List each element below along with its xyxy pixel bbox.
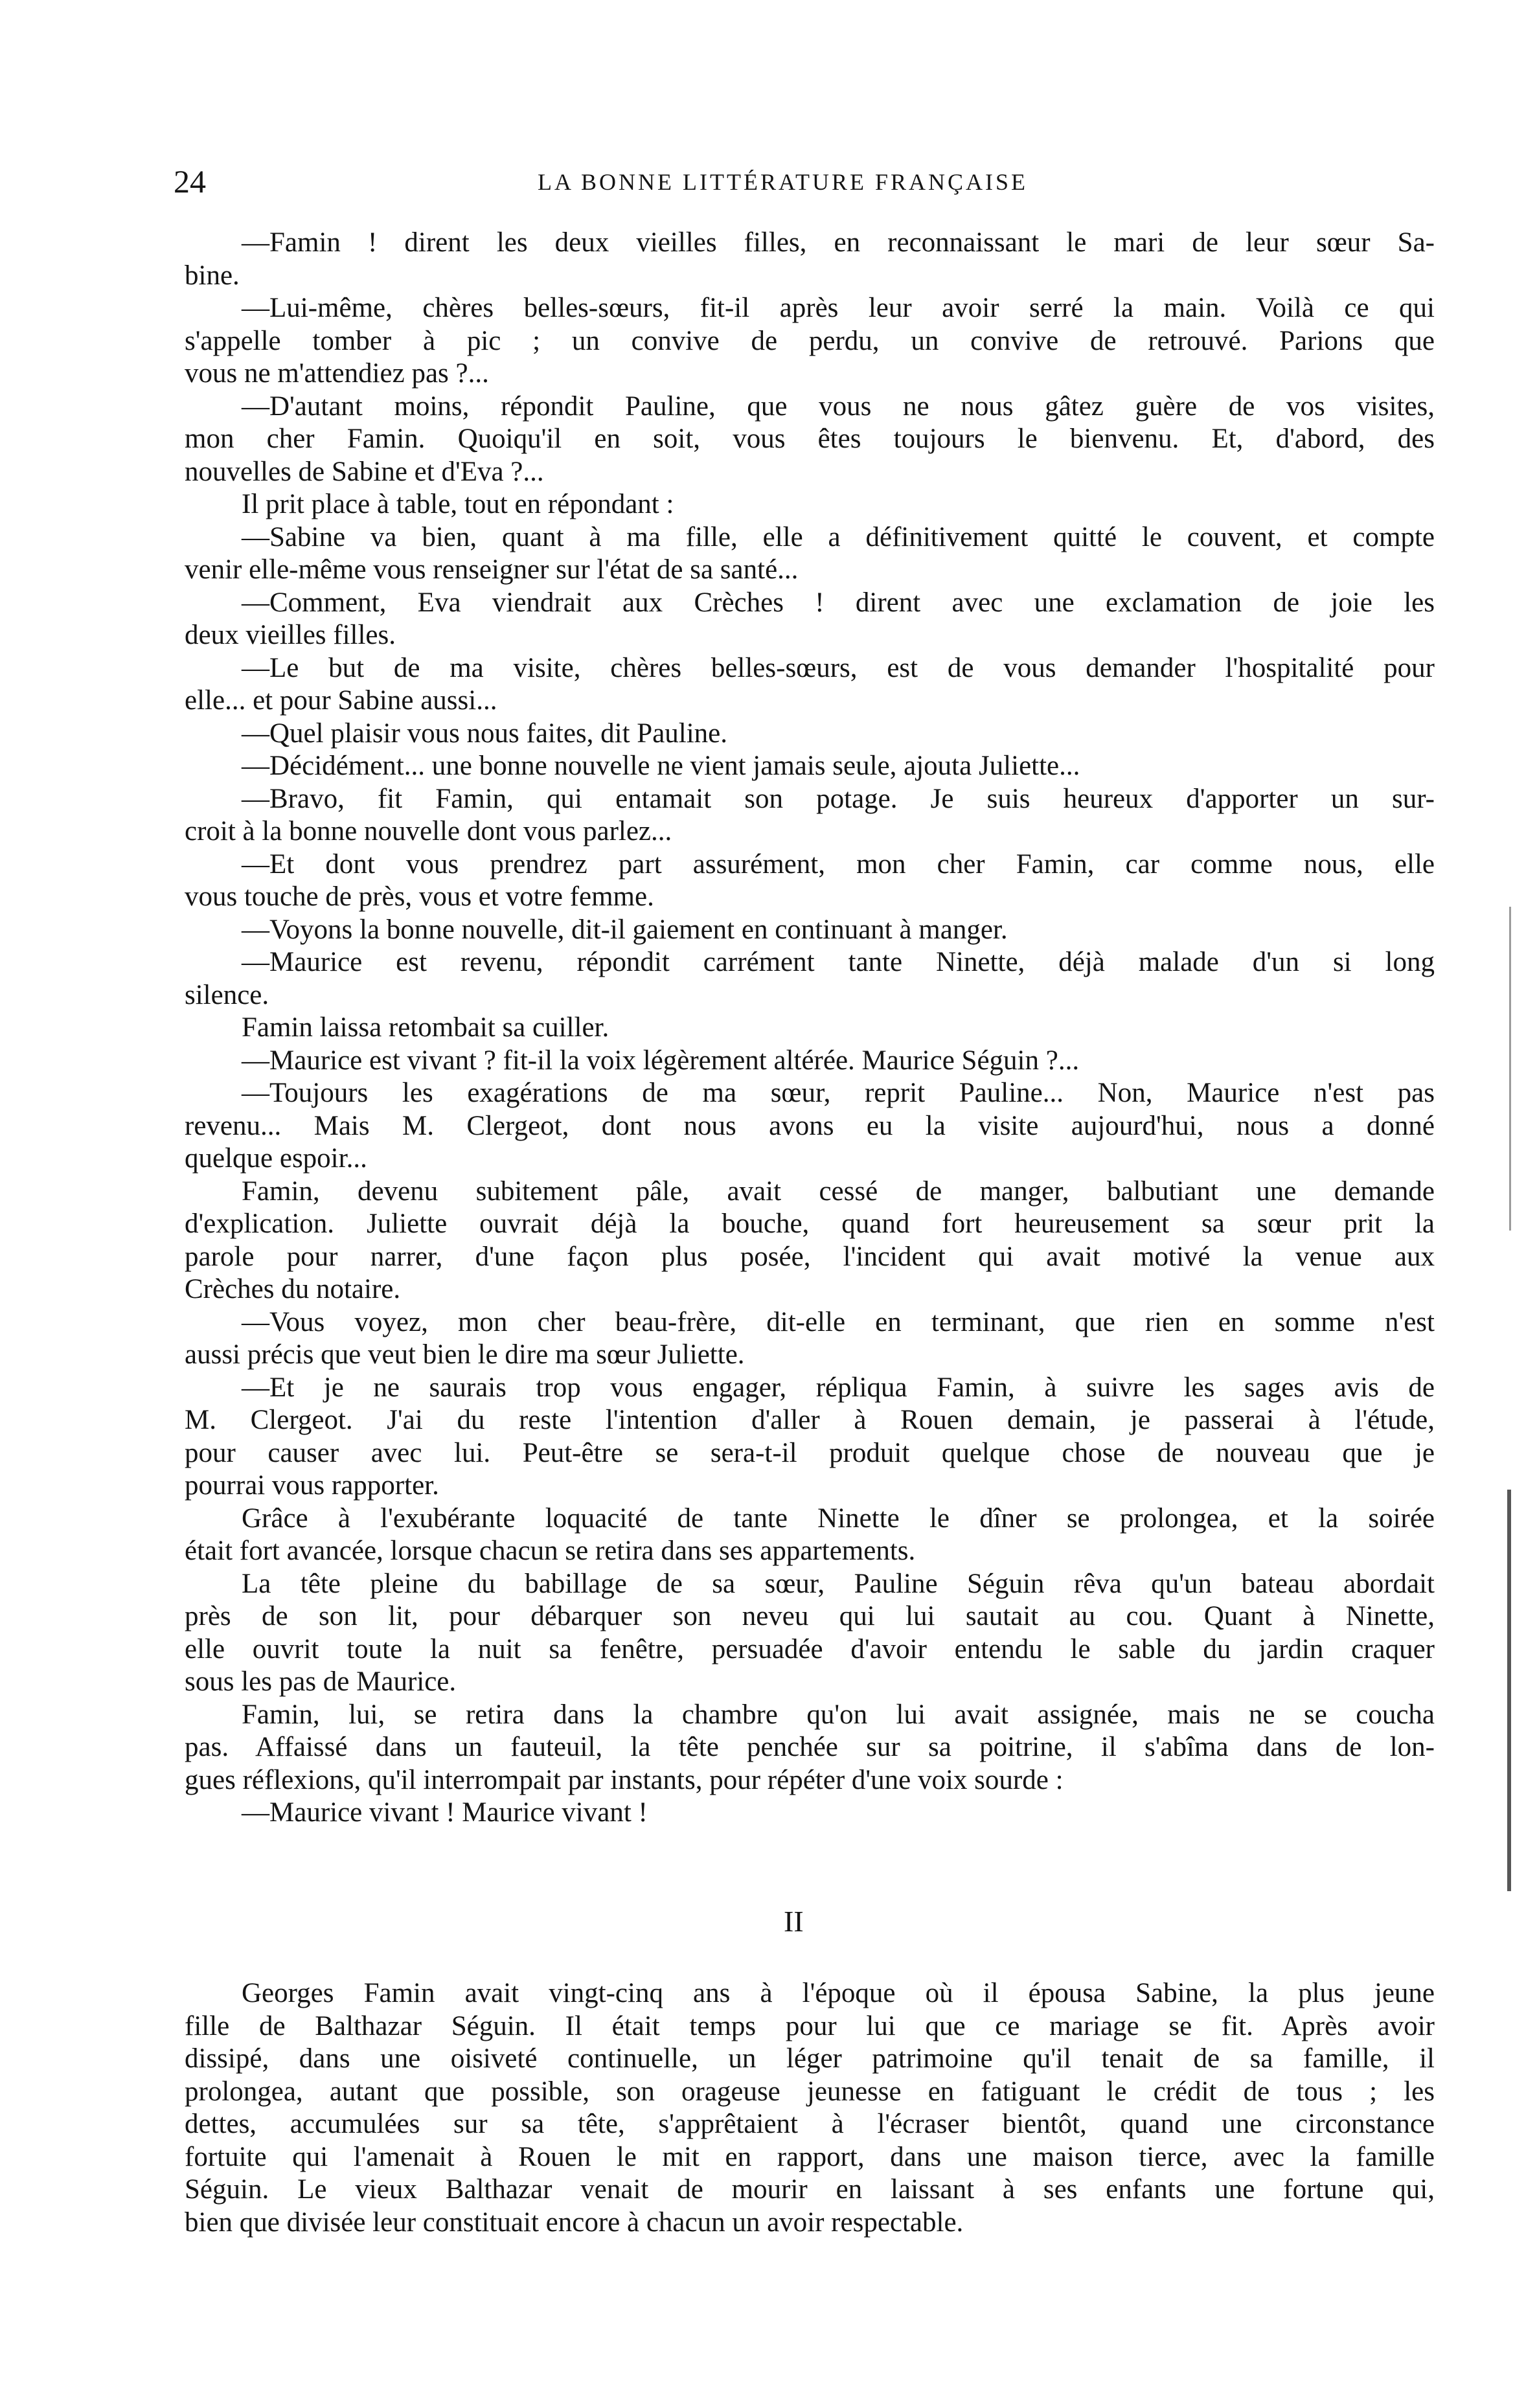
text-line: dissipé, dans une oisiveté continuelle, un léger patrimoine qu'il tenait de sa famille, il — [185, 2043, 1435, 2074]
running-head: LA BONNE LITTÉRATURE FRANÇAISE — [538, 169, 1028, 195]
text-line: Grâce à l'exubérante loquacité de tante Ninette le dîner se prolongea, et la soirée — [242, 1503, 1435, 1534]
text-line: fortuite qui l'amenait à Rouen le mit en rapport, dans une maison tierce, avec la famille — [185, 2141, 1435, 2172]
text-line: nouvelles de Sabine et d'Eva ?... — [185, 456, 544, 487]
page-number: 24 — [174, 163, 206, 199]
text-line: —Famin ! dirent les deux vieilles filles, en reconnaissant le mari de leur sœur Sa- — [242, 227, 1435, 258]
section-text — [185, 1977, 1435, 2239]
text-line: vous touche de près, vous et votre femme. — [185, 881, 654, 912]
text-line: silence. — [185, 979, 269, 1010]
text-line: —Le but de ma visite, chères belles-sœurs, est de vous demander l'hospitalité pour — [242, 652, 1435, 683]
text-line: —Bravo, fit Famin, qui entamait son potage. Je suis heureux d'apporter un sur- — [242, 783, 1435, 814]
text-line: —Maurice est revenu, répondit carrément tante Ninette, déjà malade d'un si long — [242, 947, 1435, 977]
text-line: —Vous voyez, mon cher beau-frère, dit-elle en terminant, que rien en somme n'est — [242, 1306, 1435, 1337]
text-line: mon cher Famin. Quoiqu'il en soit, vous êtes toujours le bienvenu. Et, d'abord, des — [185, 424, 1435, 454]
body-text — [185, 227, 1435, 1830]
text-line: sous les pas de Maurice. — [185, 1666, 457, 1697]
text-line: Famin laissa retombait sa cuiller. — [242, 1012, 609, 1043]
text-line: deux vieilles filles. — [185, 620, 396, 650]
text-line: vous ne m'attendiez pas ?... — [185, 358, 489, 389]
text-line: —Décidément... une bonne nouvelle ne vient jamais seule, ajouta Juliette... — [242, 751, 1080, 781]
text-line: pour causer avec lui. Peut-être se sera-t-il produit quelque chose de nouveau que je — [185, 1437, 1435, 1468]
text-line: Crèches du notaire. — [185, 1274, 401, 1304]
text-line: —Et je ne saurais trop vous engager, répliqua Famin, à suivre les sages avis de — [242, 1372, 1435, 1403]
text-line: bine. — [185, 260, 240, 291]
text-line: était fort avancée, lorsque chacun se retira dans ses appartements. — [185, 1536, 916, 1566]
text-line: —Sabine va bien, quant à ma fille, elle a définitivement quitté le couvent, et compte — [242, 521, 1435, 552]
text-line: fille de Balthazar Séguin. Il était temps pour lui que ce mariage se fit. Après avoir — [185, 2010, 1435, 2041]
text-line: —Toujours les exagérations de ma sœur, reprit Pauline... Non, Maurice n'est pas — [242, 1078, 1435, 1108]
text-line: —Comment, Eva viendrait aux Crèches ! dirent avec une exclamation de joie les — [242, 587, 1435, 618]
text-line: d'explication. Juliette ouvrait déjà la bouche, quand fort heureusement sa sœur prit la — [185, 1209, 1435, 1239]
text-line: Famin, devenu subitement pâle, avait cessé de manger, balbutiant une demande — [242, 1176, 1435, 1207]
scan-edge-mark — [1507, 1490, 1511, 1891]
text-line: M. Clergeot. J'ai du reste l'intention d'aller à Rouen demain, je passerai à l'étude, — [185, 1405, 1435, 1435]
text-line: —Quel plaisir vous nous faites, dit Pauline. — [242, 718, 728, 749]
text-line: pourrai vous rapporter. — [185, 1470, 439, 1501]
text-line: gues réflexions, qu'il interrompait par instants, pour répéter d'une voix sourde : — [185, 1764, 1064, 1795]
text-line: prolongea, autant que possible, son orageuse jeunesse en fatiguant le crédit de tous ; les — [185, 2076, 1435, 2107]
text-line: Séguin. Le vieux Balthazar venait de mourir en laissant à ses enfants une fortune qui, — [185, 2174, 1435, 2205]
text-line: —D'autant moins, répondit Pauline, que vous ne nous gâtez guère de vos visites, — [242, 391, 1435, 422]
text-line: Georges Famin avait vingt-cinq ans à l'époque où il épousa Sabine, la plus jeune — [242, 1978, 1435, 2008]
text-line: La tête pleine du babillage de sa sœur, Pauline Séguin rêva qu'un bateau abordait — [242, 1568, 1435, 1599]
text-line: s'appelle tomber à pic ; un convive de perdu, un convive de retrouvé. Parions que — [185, 325, 1435, 356]
text-line: —Lui-même, chères belles-sœurs, fit-il après leur avoir serré la main. Voilà ce qui — [242, 293, 1435, 323]
text-line: —Voyons la bonne nouvelle, dit-il gaiement en continuant à manger. — [242, 914, 1008, 945]
text-line: Famin, lui, se retira dans la chambre qu'on lui avait assignée, mais ne se coucha — [242, 1699, 1435, 1730]
text-line: —Maurice est vivant ? fit-il la voix légèrement altérée. Maurice Séguin ?... — [242, 1045, 1080, 1076]
text-line: Il prit place à table, tout en répondant : — [242, 489, 674, 519]
text-line: quelque espoir... — [185, 1143, 367, 1174]
text-line: bien que divisée leur constituait encore à chacun un avoir respectable. — [185, 2207, 964, 2238]
text-line: revenu... Mais M. Clergeot, dont nous avons eu la visite aujourd'hui, nous a donné — [185, 1110, 1435, 1141]
text-line: elle ouvrit toute la nuit sa fenêtre, persuadée d'avoir entendu le sable du jardin craquer — [185, 1633, 1435, 1664]
text-line: près de son lit, pour débarquer son neveu qui lui sautait au cou. Quant à Ninette, — [185, 1601, 1435, 1631]
text-line: croit à la bonne nouvelle dont vous parlez... — [185, 816, 672, 846]
text-line: —Et dont vous prendrez part assurément, mon cher Famin, car comme nous, elle — [242, 848, 1435, 880]
text-line: elle... et pour Sabine aussi... — [185, 685, 497, 716]
scan-edge-mark-upper — [1509, 907, 1511, 1231]
text-line: pas. Affaissé dans un fauteuil, la tête penchée sur sa poitrine, il s'abîma dans de lon- — [185, 1732, 1435, 1762]
text-line: —Maurice vivant ! Maurice vivant ! — [242, 1797, 648, 1828]
text-line: venir elle-même vous renseigner sur l'état de sa santé... — [185, 554, 799, 585]
text-line: parole pour narrer, d'une façon plus posée, l'incident qui avait motivé la venue aux — [185, 1241, 1435, 1272]
text-line: dettes, accumulées sur sa tête, s'apprêtaient à l'écraser bientôt, quand une circonstance — [185, 2109, 1435, 2139]
text-line: aussi précis que veut bien le dire ma sœur Juliette. — [185, 1339, 745, 1370]
section-number: II — [784, 1905, 804, 1938]
